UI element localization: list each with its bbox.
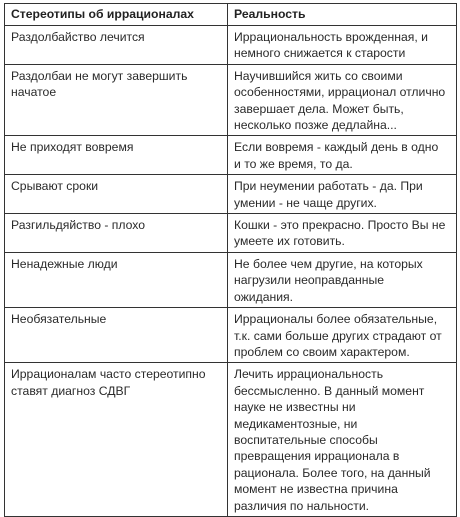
table-header-row [5,4,457,26]
reality-cell: При неумении работать - да. При умении - не чаще других. [228,175,457,214]
header-stereotypes: Стереотипы об иррационалах [5,4,228,26]
stereotype-cell: Не приходят вовремя [5,136,228,175]
stereotype-cell: Раздолбаи не могут завершить начатое [5,64,228,136]
table-row [5,26,457,65]
reality-cell: Иррациональность врожденная, и немного снижается к старости [228,26,457,65]
reality-cell: Кошки - это прекрасно. Просто Вы не умеете их готовить. [228,214,457,253]
table-row [5,252,457,307]
stereotype-cell: Иррационалам часто стереотипно ставят диагноз СДВГ [5,363,228,517]
reality-cell: Лечить иррациональность бессмысленно. В данный момент науке не известны ни медикаментозные, ни воспитательные способы превращения иррационала в рационала. Более того, на данный момент не известна причина различия по нальности. [228,363,457,517]
table-row [5,214,457,253]
reality-cell: Не более чем другие, на которых нагрузили неоправданные ожидания. [228,252,457,307]
table-row [5,363,457,517]
reality-cell: Если вовремя - каждый день в одно и то же время, то да. [228,136,457,175]
reality-cell: Научившийся жить со своими особенностями, иррационал отлично завершает дела. Может быть, несколько позже дедлайна... [228,64,457,136]
header-reality: Реальность [228,4,457,26]
table-row [5,136,457,175]
stereotype-cell: Разгильдяйство - плохо [5,214,228,253]
table-row [5,64,457,136]
table-row [5,175,457,214]
stereotypes-table [4,3,457,517]
stereotype-cell: Необязательные [5,308,228,363]
stereotype-cell: Раздолбайство лечится [5,26,228,65]
table-row [5,308,457,363]
reality-cell: Иррационалы более обязательные, т.к. сами больше других страдают от проблем со своим характером. [228,308,457,363]
stereotype-cell: Срывают сроки [5,175,228,214]
stereotype-cell: Ненадежные люди [5,252,228,307]
